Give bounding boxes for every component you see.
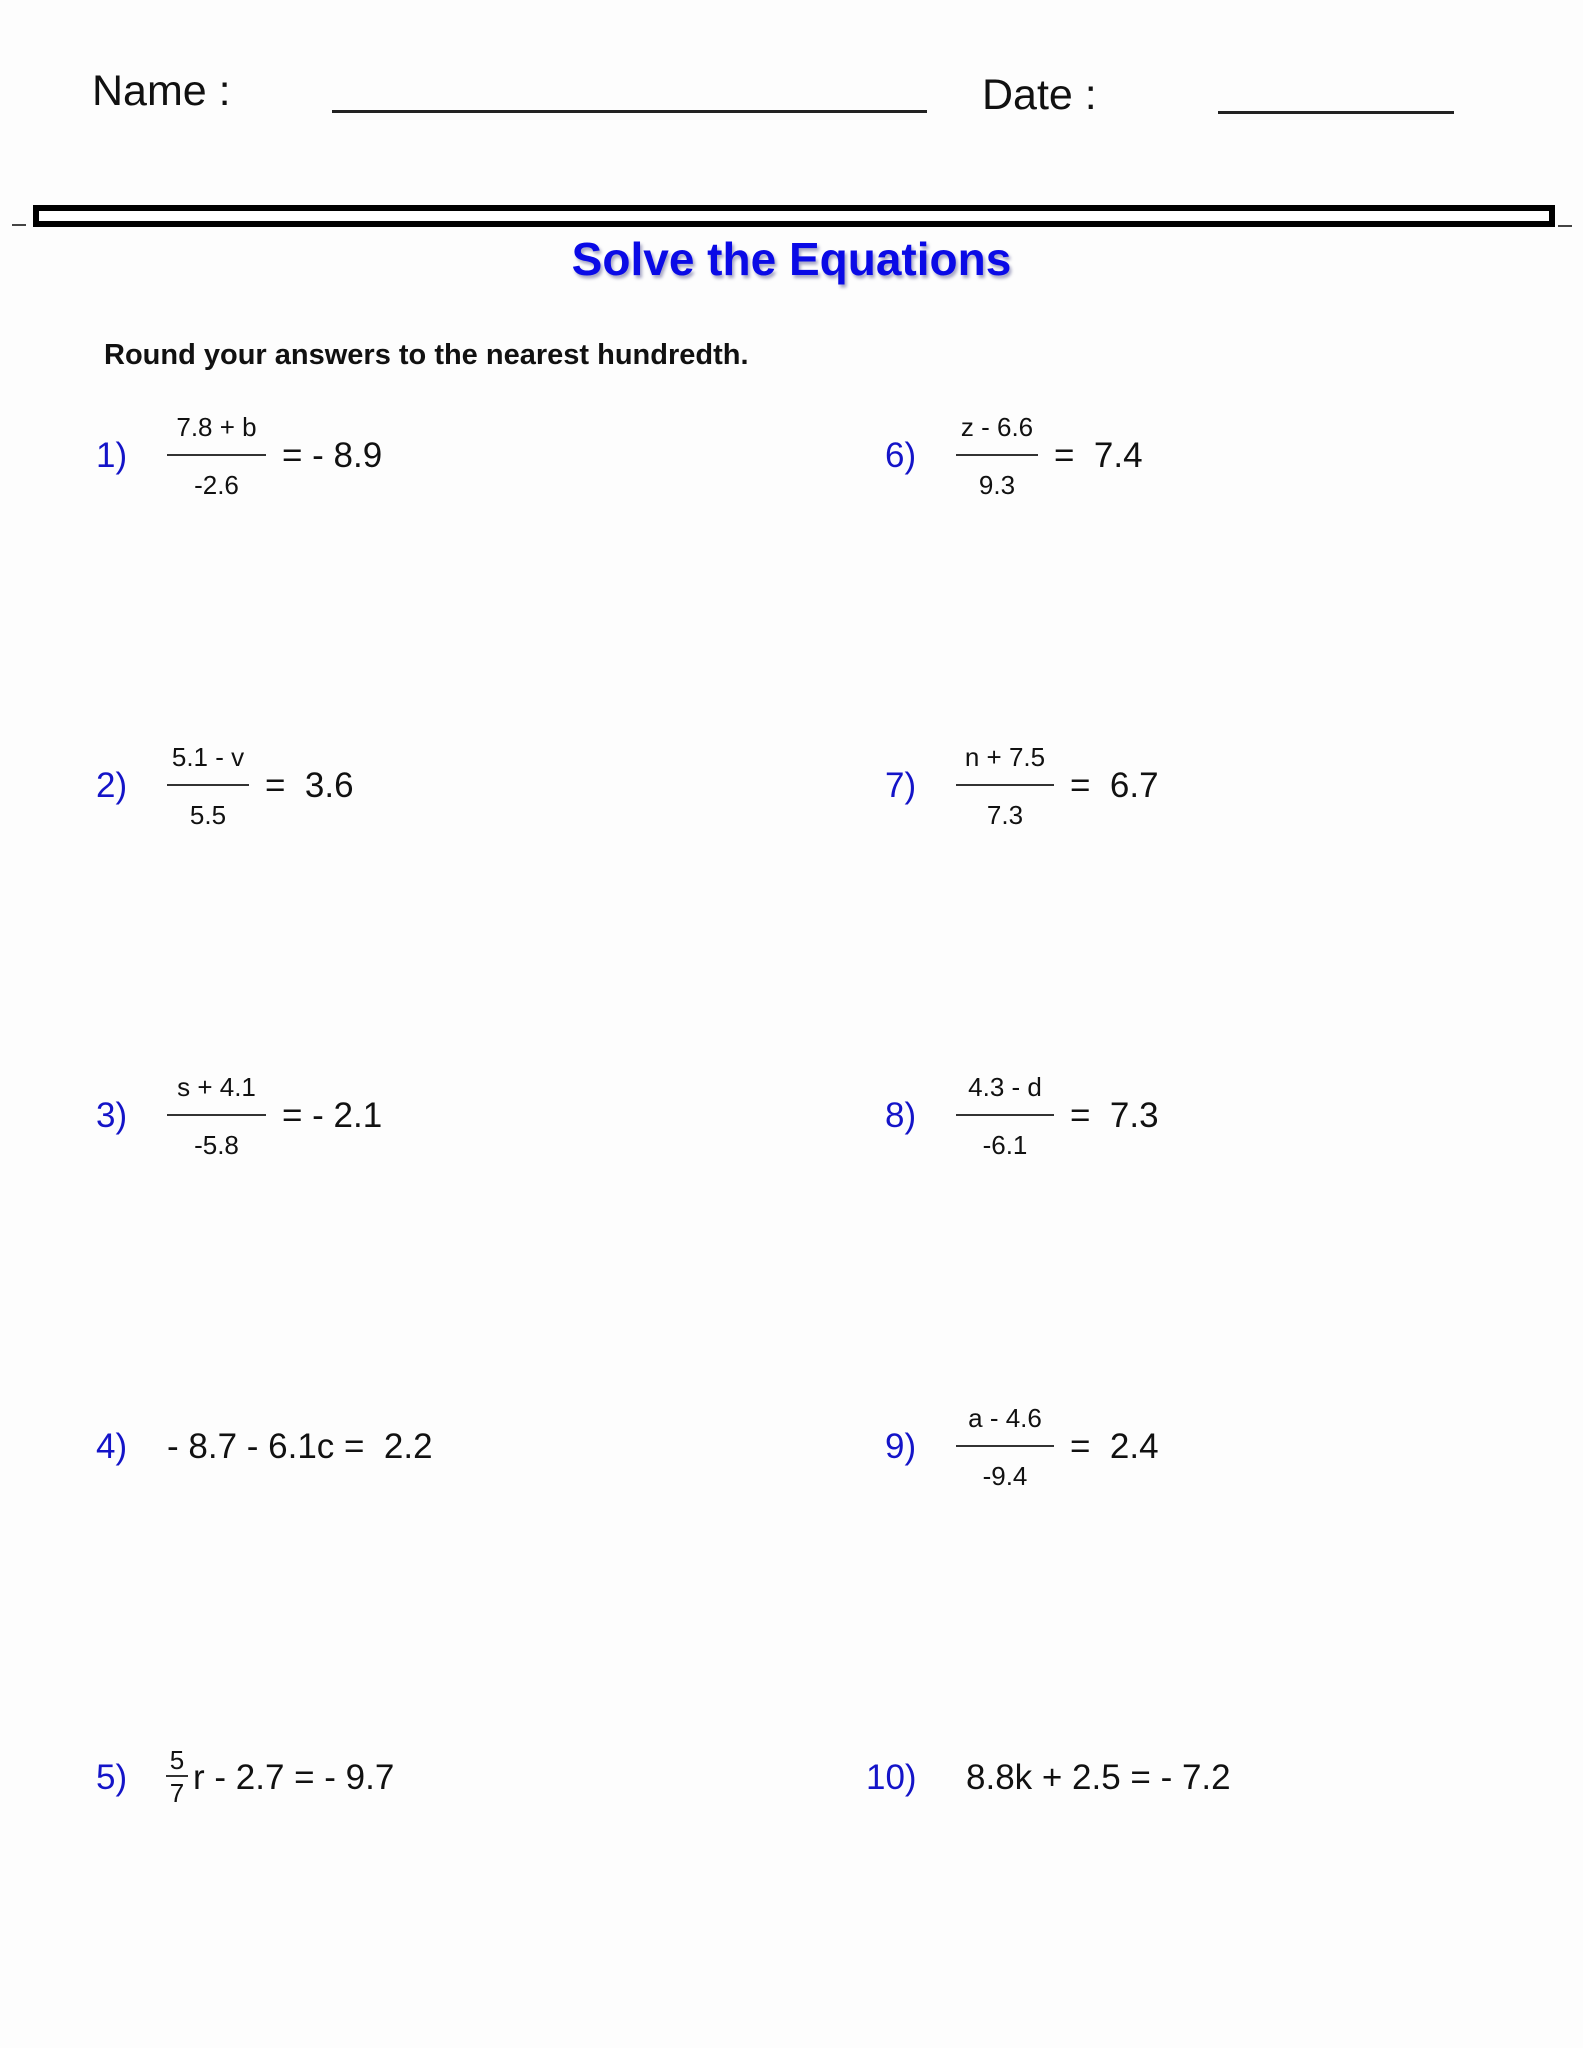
question-number: 3) xyxy=(96,1096,128,1135)
equation: r - 2.7 = - 9.7 xyxy=(193,1758,395,1797)
numerator: 4.3 - d xyxy=(968,1072,1042,1102)
fraction-bar xyxy=(956,784,1054,786)
numerator: a - 4.6 xyxy=(968,1403,1042,1433)
left-margin-tick xyxy=(12,224,26,226)
fraction-bar xyxy=(166,1775,188,1777)
coefficient-denominator: 7 xyxy=(169,1778,185,1808)
numerator: 7.8 + b xyxy=(176,412,257,442)
date-blank-line[interactable] xyxy=(1218,111,1454,114)
fraction-bar xyxy=(167,454,266,456)
denominator: 9.3 xyxy=(978,470,1016,500)
fraction-bar xyxy=(956,1445,1054,1447)
denominator: -6.1 xyxy=(982,1130,1028,1160)
question-number: 2) xyxy=(96,766,128,805)
question-number: 9) xyxy=(885,1427,917,1466)
fraction-bar xyxy=(956,454,1038,456)
denominator: -9.4 xyxy=(982,1461,1028,1491)
instructions: Round your answers to the nearest hundredth. xyxy=(104,339,749,371)
fraction xyxy=(956,744,1054,828)
fraction xyxy=(167,744,249,828)
equation-rhs: = 6.7 xyxy=(1070,766,1159,805)
right-margin-tick xyxy=(1558,225,1572,227)
question-number: 6) xyxy=(885,436,917,475)
fraction-bar xyxy=(167,1114,266,1116)
coefficient-numerator: 5 xyxy=(169,1745,185,1775)
fraction xyxy=(956,1405,1054,1489)
question-number: 8) xyxy=(885,1096,917,1135)
equation-rhs: = 7.4 xyxy=(1054,436,1143,475)
name-label: Name : xyxy=(92,67,231,115)
fraction xyxy=(167,414,266,498)
equation-rhs: = - 8.9 xyxy=(282,436,383,475)
equation: - 8.7 - 6.1c = 2.2 xyxy=(167,1427,433,1466)
question-number: 10) xyxy=(866,1758,917,1797)
name-blank-line[interactable] xyxy=(332,110,927,113)
numerator: s + 4.1 xyxy=(177,1072,256,1102)
numerator: 5.1 - v xyxy=(171,742,245,772)
question-number: 5) xyxy=(96,1758,128,1797)
equation: 8.8k + 2.5 = - 7.2 xyxy=(966,1758,1231,1797)
header-divider xyxy=(33,205,1555,227)
fraction xyxy=(167,1074,266,1158)
fraction xyxy=(956,414,1038,498)
coefficient-fraction xyxy=(166,1747,188,1806)
equation-rhs: = 7.3 xyxy=(1070,1096,1159,1135)
numerator: n + 7.5 xyxy=(964,742,1046,772)
equation-rhs: = 3.6 xyxy=(265,766,354,805)
fraction-bar xyxy=(956,1114,1054,1116)
question-number: 4) xyxy=(96,1427,128,1466)
question-number: 1) xyxy=(96,436,128,475)
page-title: Solve the Equations xyxy=(571,233,1012,285)
equation-rhs: = 2.4 xyxy=(1070,1427,1159,1466)
numerator: z - 6.6 xyxy=(960,412,1034,442)
fraction xyxy=(956,1074,1054,1158)
denominator: -2.6 xyxy=(194,470,239,500)
denominator: 7.3 xyxy=(986,800,1024,830)
equation-rhs: = - 2.1 xyxy=(282,1096,383,1135)
fraction-bar xyxy=(167,784,249,786)
denominator: -5.8 xyxy=(194,1130,239,1160)
date-label: Date : xyxy=(982,71,1097,119)
denominator: 5.5 xyxy=(189,800,227,830)
question-number: 7) xyxy=(885,766,917,805)
